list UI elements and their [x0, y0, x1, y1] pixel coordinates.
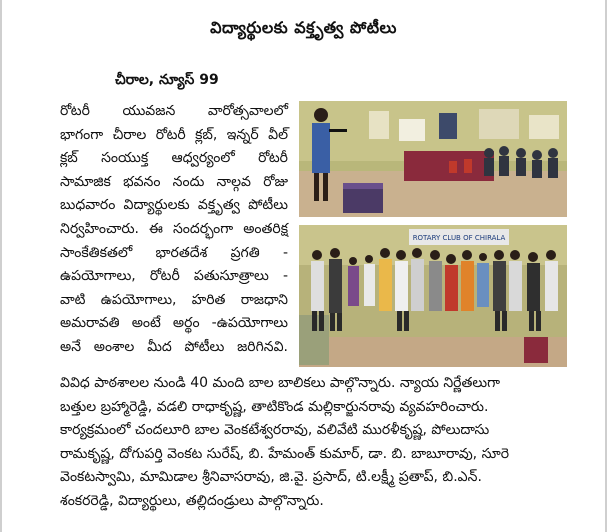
- dateline: చీరాల, న్యూస్ 99: [115, 72, 219, 88]
- column-line: సాంకేతికతలో భారతదేశ ప్రగతి -: [60, 244, 288, 261]
- column-line: ఉపయోగాలు, రోటరీ పతుసూత్రాలు -: [60, 268, 288, 285]
- photo-student-speaking: [299, 101, 567, 217]
- body-line: వెంకటస్వామి, మామిడాల శ్రీనివాసరావు, జి.వై. ప్రసాద్, టి.లక్ష్మీ ప్రతాప్, బి.ఎన్.: [60, 469, 482, 486]
- photo-group-participants: [299, 225, 567, 367]
- column-line: అమరావతి అంటే అర్థం -ఉపయోగాలు: [60, 315, 288, 332]
- body-line: కార్యక్రమంలో చందలూరి బాల వెంకటేశ్వరరావు, వలివేటి మురళీకృష్ణ, పోలుదాసు: [60, 422, 490, 439]
- column-line: వాటి ఉపయోగాలు, హరిత రాజధాని: [60, 291, 288, 308]
- body-line: వివిధ పాఠశాలల నుండి 40 మంది బాల బాలికలు పాల్గొన్నారు. న్యాయ నిర్ణేతలుగా: [60, 375, 501, 391]
- photo-1-illustration: [299, 101, 567, 217]
- photo-banner-text: ROTARY CLUB OF CHIRALA: [412, 234, 506, 242]
- column-line: భాగంగా చీరాల రోటరీ క్లబ్, ఇన్నర్ వీల్: [60, 126, 288, 143]
- column-line: నిర్వహించారు. ఈ సందర్భంగా అంతరిక్ష: [60, 220, 288, 237]
- article-column-text: [60, 100, 288, 360]
- column-line: రోటరీ యువజన వారోత్సవాలలో: [60, 103, 288, 119]
- body-line: బత్తుల బ్రహ్మారెడ్డి, వడలి రాధాకృష్ణ, తాటికొండ మల్లికార్జునరావు వ్యవహరించారు.: [60, 398, 489, 415]
- headline: విద్యార్థులకు వక్తృత్వ పోటీలు: [210, 18, 397, 37]
- article-full-width-text: [60, 372, 560, 514]
- body-line: శంకరరెడ్డి, విద్యార్థులు, తల్లిదండ్రులు పాల్గొన్నారు.: [60, 492, 324, 509]
- column-line: క్లబ్ సంయుక్త ఆధ్వర్యంలో రోటరీ: [60, 150, 288, 167]
- body-line: రామకృష్ణ, దోగుపర్తి వెంకట సురేష్, బి. హేమంత్ కుమార్, డా. బి. బాబూరావు, సూరె: [60, 445, 510, 462]
- column-line: అనే అంశాల మీద పోటీలు జరిగినవి.: [60, 338, 288, 355]
- column-line: బుధవారం విద్యార్థులకు వక్తృత్వ పోటీలు: [60, 197, 288, 214]
- column-line: సామాజిక భవనం నందు నాల్గవ రోజు: [60, 173, 288, 190]
- photo-2-illustration: [299, 225, 567, 367]
